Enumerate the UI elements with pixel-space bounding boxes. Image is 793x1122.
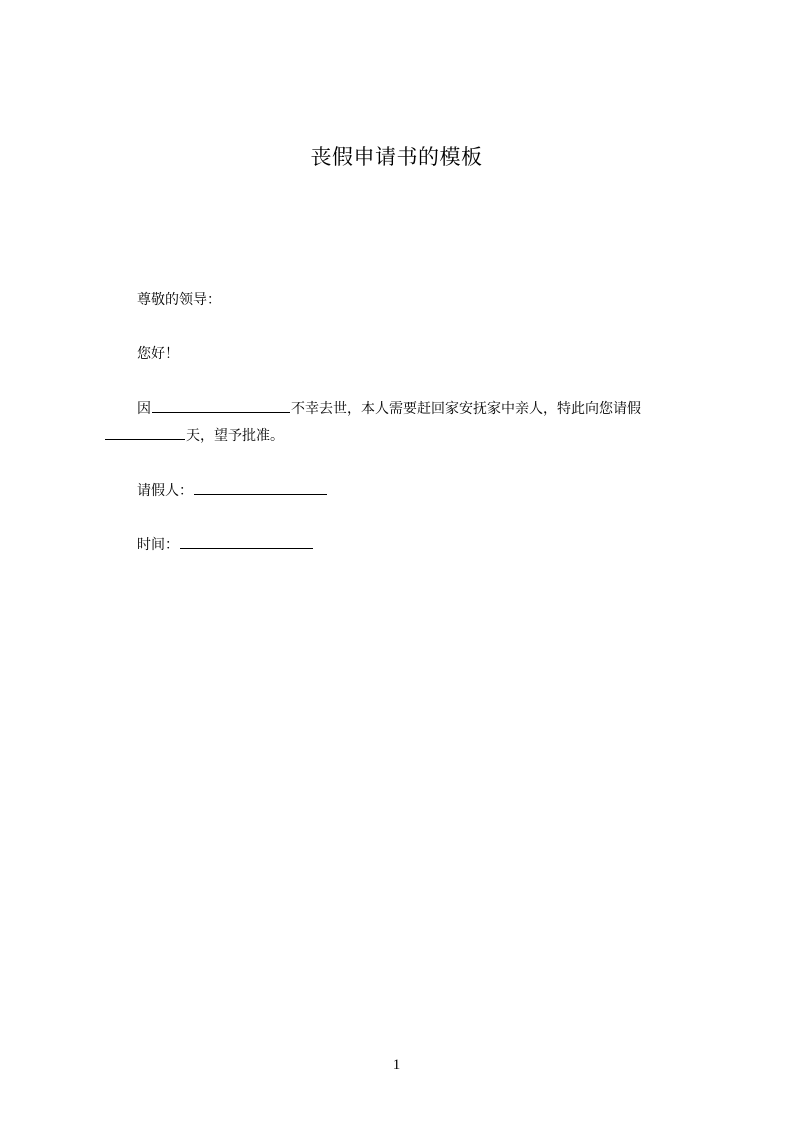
reason-prefix: 因 <box>137 401 151 417</box>
applicant-line <box>137 480 328 500</box>
page-number: 1 <box>392 1057 401 1073</box>
date-blank-line <box>180 534 313 549</box>
date-line <box>137 534 314 554</box>
reason-suffix: 不幸去世，本人需要赶回家安抚家中亲人，特此向您请假 <box>291 401 641 417</box>
days-suffix: 天，望予批准。 <box>186 428 284 444</box>
salutation: 尊敬的领导： <box>137 292 221 308</box>
body-paragraph-line-1 <box>137 398 641 418</box>
reason-blank-line <box>152 398 290 413</box>
greeting: 您好！ <box>137 346 179 362</box>
date-label: 时间： <box>137 537 179 553</box>
body-paragraph-line-2 <box>104 425 284 445</box>
days-blank-line <box>105 425 185 440</box>
applicant-label: 请假人： <box>137 483 193 499</box>
document-title: 丧假申请书的模板 <box>310 145 483 169</box>
applicant-blank-line <box>194 480 327 495</box>
